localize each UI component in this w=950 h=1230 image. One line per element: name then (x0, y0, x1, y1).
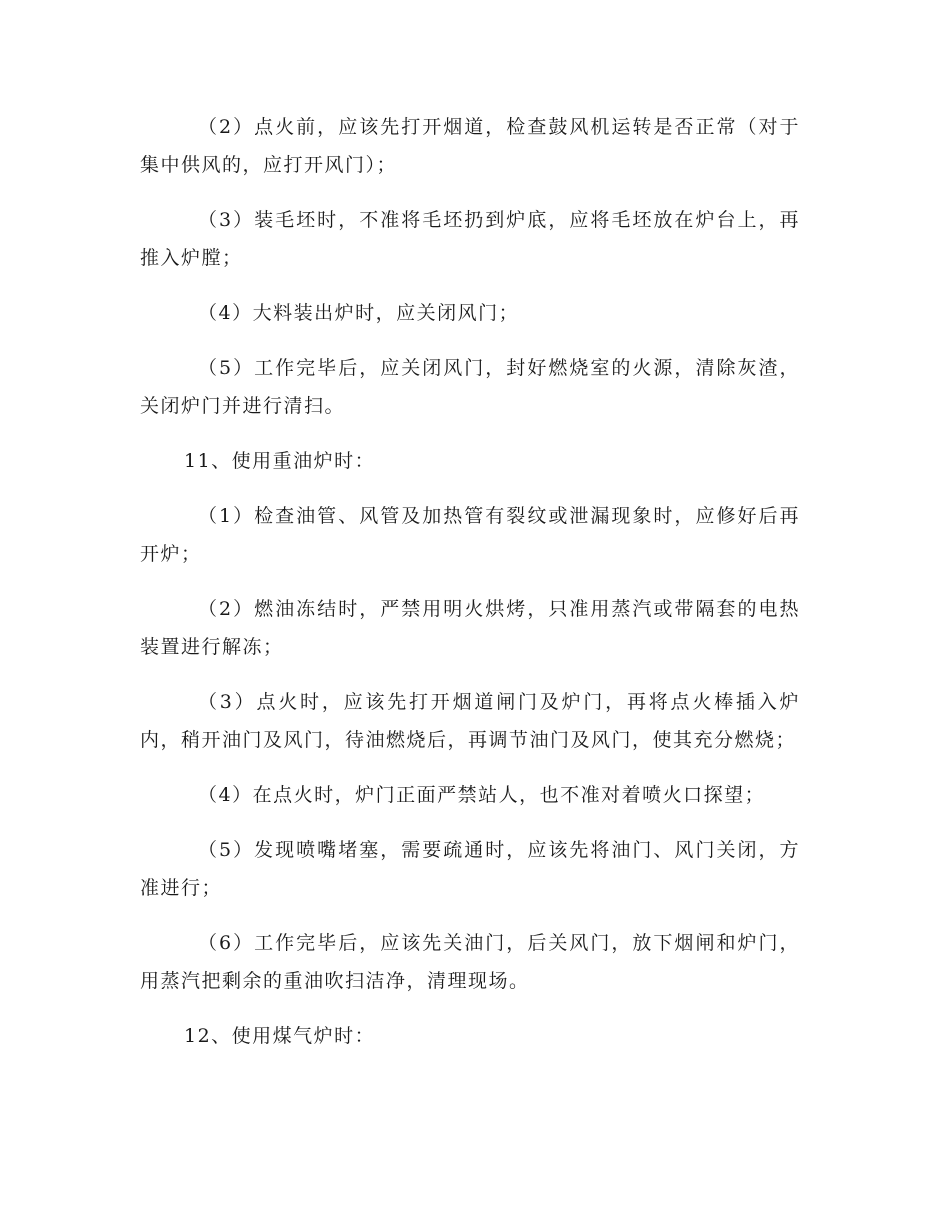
paragraph-shutdown: （6）工作完毕后，应该先关油门，后关风门，放下烟闸和炉门，用蒸汽把剩余的重油吹扫洁净，清理现场。 (140, 932, 800, 992)
section-heading-heavy-oil: 11、使用重油炉时： (184, 450, 376, 472)
paragraph-nozzle-blocked: （5）发现喷嘴堵塞，需要疏通时，应该先将油门、风门关闭，方准进行； (140, 839, 800, 899)
paragraph-ignition: （3）点火时，应该先打开烟道闸门及炉门，再将点火棒插入炉内，稍开油门及风门，待油燃烧后，再调节油门及风门，使其充分燃烧； (140, 691, 800, 751)
paragraph-large-material: （4）大料装出炉时，应关闭风门； (198, 302, 520, 324)
section-heading-gas-furnace: 12、使用煤气炉时： (184, 1025, 376, 1047)
paragraph-loading-blank: （3）装毛坯时，不准将毛坯扔到炉底，应将毛坯放在炉台上，再推入炉膛； (140, 209, 800, 269)
paragraph-no-standing: （4）在点火时，炉门正面严禁站人，也不准对着喷火口探望； (198, 784, 766, 806)
paragraph-preheat-check: （2）点火前，应该先打开烟道，检查鼓风机运转是否正常（对于集中供风的，应打开风门）； (140, 116, 800, 176)
paragraph-work-finished: （5）工作完毕后，应关闭风门，封好燃烧室的火源，清除灰渣，关闭炉门并进行清扫。 (140, 357, 800, 417)
paragraph-oil-frozen: （2）燃油冻结时，严禁用明火烘烤，只准用蒸汽或带隔套的电热装置进行解冻； (140, 598, 800, 658)
paragraph-check-pipes: （1）检查油管、风管及加热管有裂纹或泄漏现象时，应修好后再开炉； (140, 505, 800, 565)
document-page (140, 108, 800, 1072)
